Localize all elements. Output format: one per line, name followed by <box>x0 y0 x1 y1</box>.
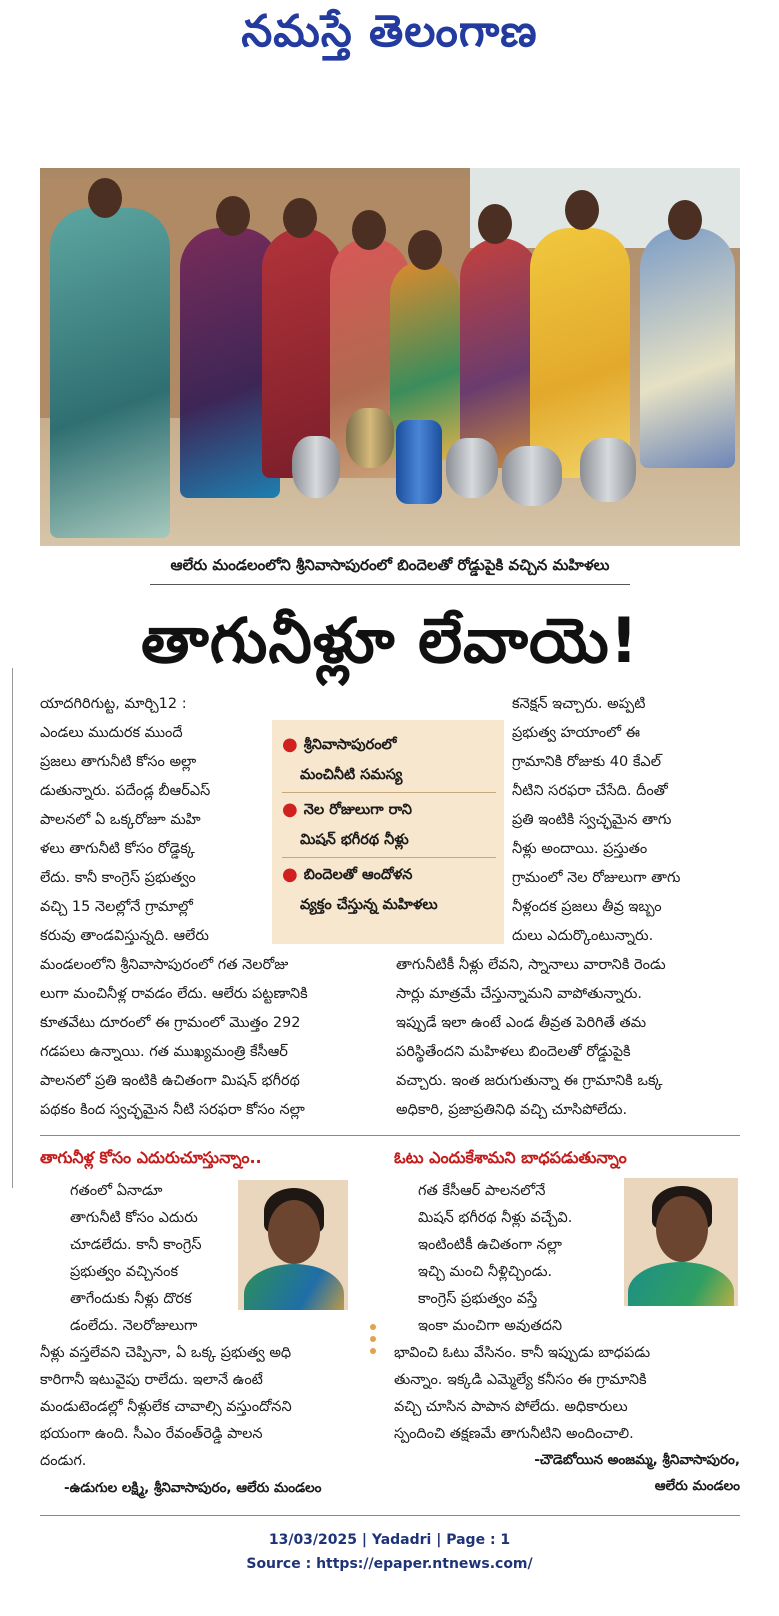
photo-woman-head <box>88 178 122 218</box>
article-line: లేదు. కానీ కాంగ్రెస్ ప్రభుత్వం <box>40 870 196 886</box>
quote-line: ఇంటింటికీ ఉచితంగా నల్లా <box>418 1237 562 1253</box>
photo-woman-head <box>408 230 442 270</box>
article-line: ళలు తాగునీటి కోసం రోడ్డెక్క <box>40 841 195 857</box>
portrait-face <box>656 1196 708 1262</box>
article-line: దులు ఎదుర్కొంటున్నారు. <box>512 928 654 944</box>
article-column-3-wide <box>396 951 740 1125</box>
quote-line: వచ్చి చూసిన పాపాన పోలేదు. అధికారులు <box>394 1399 628 1415</box>
highlight-divider <box>282 792 496 793</box>
quote-right-portrait <box>624 1178 738 1306</box>
highlights-box <box>272 720 504 944</box>
article-line: పాలనలో ఏ ఒక్కరోజూ మహి <box>40 812 201 828</box>
photo-woman <box>460 238 540 468</box>
bullet-icon: ● <box>282 864 298 885</box>
quote-right-text-wide <box>394 1340 740 1448</box>
photo-woman <box>640 228 735 468</box>
article-line: ఇప్పుడే ఇలా ఉంటే ఎండ తీవ్రత పెరిగితే తమ <box>396 1015 647 1031</box>
photo-pot <box>292 436 340 498</box>
highlight-item <box>282 860 496 920</box>
footer-date-edition: 13/03/2025 | Yadadri | Page : 1 <box>268 1532 511 1548</box>
highlight-item <box>282 795 496 855</box>
article-line: పరిస్థితేందని మహిళలు బిందెలతో రోడ్డుపైకి <box>396 1044 631 1060</box>
article-line: కనెక్షన్ ఇచ్చారు. అప్పటి <box>512 696 646 712</box>
quote-line: భావించి ఓటు వేసినం. కానీ ఇప్పుడు బాధపడు <box>394 1345 651 1361</box>
highlight-divider <box>282 857 496 858</box>
article-line: తాగునీటికీ నీళ్లు లేవని, స్నానాలు వారానికి రెండు <box>396 957 666 973</box>
article-line: వచ్చారు. ఇంత జరుగుతున్నా ఈ గ్రామానికి ఒక్క <box>396 1073 663 1089</box>
photo-caption: ఆలేరు మండలంలోని శ్రీనివాసాపురంలో బిందెలతో రోడ్డుపైకి వచ్చిన మహిళలు <box>170 556 610 574</box>
quote-line: ఇంకా మంచిగా అవుతదని <box>418 1318 563 1334</box>
article-line: నీటిని సరఫరా చేసేది. దీంతో <box>512 783 668 799</box>
bullet-icon: ● <box>282 734 298 755</box>
photo-woman-head <box>668 200 702 240</box>
quote-line: భయంగా ఉంది. సీఎం రేవంత్‌రెడ్డి పాలన <box>40 1426 263 1442</box>
photo-woman-head <box>216 196 250 236</box>
quote-left-heading: తాగునీళ్ల కోసం ఎదురుచూస్తున్నాం.. <box>40 1148 262 1167</box>
quote-line: కారిగానీ ఇటువైపు రాలేదు. ఇలానే ఉంటే <box>40 1372 263 1388</box>
quote-right-text-narrow <box>418 1178 618 1340</box>
quote-line: గతంలో ఏనాడూ <box>70 1183 163 1199</box>
footer-source-link[interactable]: Source : https://epaper.ntnews.com/ <box>246 1556 533 1572</box>
article-line: సార్లు మాత్రమే చేస్తున్నామని వాపోతున్నారు. <box>396 986 642 1002</box>
photo-woman-head <box>478 204 512 244</box>
portrait-sari <box>628 1262 734 1306</box>
photo-woman <box>50 208 170 538</box>
photo-pot <box>580 438 636 502</box>
quote-right-signature-line2: ఆలేరు మండలం <box>654 1478 740 1494</box>
article-line: గ్రామంలో నెల రోజులుగా తాగు <box>512 870 681 886</box>
quote-right-signature-line1: -చౌడెబోయిన అంజమ్మ, శ్రీనివాసాపురం, <box>534 1452 740 1468</box>
column-separator-dots <box>368 1318 378 1360</box>
quote-line: ప్రభుత్వం వచ్చినంక <box>70 1264 179 1280</box>
bullet-icon: ● <box>282 799 298 820</box>
article-line: ప్రజలు తాగునీటి కోసం అల్లా <box>40 754 197 770</box>
article-line: యాదగిరిగుట్ట, మార్చి12 : <box>40 696 187 712</box>
section-divider <box>40 1135 740 1136</box>
quote-line: స్పందించి తక్షణమే తాగునీటిని అందించాలి. <box>394 1426 634 1442</box>
quote-left-text-narrow <box>70 1178 250 1340</box>
quote-left-portrait <box>238 1180 348 1310</box>
article-line: గ్రామానికి రోజుకు 40 కేఎల్ <box>512 754 662 770</box>
photo-woman-head <box>565 190 599 230</box>
quote-right-heading: ఓటు ఎందుకేశామని బాధపడుతున్నాం <box>394 1148 627 1167</box>
masthead-logo: నమస్తే తెలంగాణ <box>241 6 538 57</box>
quote-line: మండుటెండల్లో నీళ్లులేక చావాల్సి వస్తుందోనని <box>40 1399 292 1415</box>
article-line: కూతవేటు దూరంలో ఈ గ్రామంలో మొత్తం 292 <box>40 1015 301 1031</box>
headline: తాగునీళ్లూ లేవాయె! <box>140 604 640 677</box>
photo-pot <box>396 420 442 504</box>
quote-line: చూడలేదు. కానీ కాంగ్రెస్ <box>70 1237 202 1253</box>
article-line: మండలంలోని శ్రీనివాసాపురంలో గత నెలరోజు <box>40 957 289 973</box>
footer-divider <box>40 1515 740 1516</box>
quote-line: నీళ్లు వస్తలేవని చెప్పినా, ఏ ఒక్క ప్రభుత్వ అధి <box>40 1345 292 1361</box>
article-line: ప్రభుత్వ హయాంలో ఈ <box>512 725 641 741</box>
quote-line: దండుగ. <box>40 1453 87 1469</box>
highlight-text: మంచినీటి సమస్య <box>300 767 403 783</box>
quote-line: కాంగ్రెస్ ప్రభుత్వం వస్తే <box>418 1291 538 1307</box>
photo-pot <box>502 446 562 506</box>
highlight-text: శ్రీనివాసాపురంలో <box>303 737 397 753</box>
highlight-text: బిందెలతో ఆందోళన <box>303 867 413 883</box>
article-line: నీళ్లందక ప్రజలు తీవ్ర ఇబ్బం <box>512 899 662 915</box>
article-column-3 <box>512 690 740 951</box>
article-line: ప్రతి ఇంటికి స్వచ్ఛమైన తాగు <box>512 812 672 828</box>
news-photo <box>40 168 740 546</box>
quote-line: గత కేసీఆర్ పాలనలోనే <box>418 1183 546 1199</box>
article-column-1-wide <box>40 951 386 1125</box>
article-line: పథకం కింద స్వచ్ఛమైన నీటి సరఫరా కోసం నల్లా <box>40 1102 305 1118</box>
left-margin-rule <box>12 668 13 1188</box>
highlight-text: మిషన్ భగీరథ నీళ్లు <box>300 832 409 848</box>
quote-line: తాగునీటి కోసం ఎదురు <box>70 1210 198 1226</box>
quote-line: డంలేదు. నెలరోజులుగా <box>70 1318 198 1334</box>
photo-pot <box>446 438 498 498</box>
quote-left-signature: -ఉడుగుల లక్ష్మి, శ్రీనివాసాపురం, ఆలేరు మండలం <box>64 1480 322 1496</box>
article-line: పాలనలో ప్రతి ఇంటికి ఉచితంగా మిషన్ భగీరథ <box>40 1073 300 1089</box>
quote-line: తున్నాం. ఇక్కడి ఎమ్మెల్యే కనీసం ఈ గ్రామానికి <box>394 1372 647 1388</box>
highlight-text: నెల రోజులుగా రాని <box>303 802 412 818</box>
quote-line: తాగేందుకు నీళ్లు దొరక <box>70 1291 192 1307</box>
article-line: డుతున్నారు. పదేండ్ల బీఆర్ఎస్ <box>40 783 211 799</box>
article-line: వచ్చి 15 నెలల్లోనే గ్రామాల్లో <box>40 899 193 915</box>
highlight-text: వ్యక్తం చేస్తున్న మహిళలు <box>300 897 438 913</box>
quote-line: ఇచ్చి మంచి నీళ్లిచ్చిండు. <box>418 1264 553 1280</box>
article-line: ఎండలు ముదురక ముందే <box>40 725 183 741</box>
photo-woman-head <box>352 210 386 250</box>
article-line: అధికారి, ప్రజాప్రతినిధి వచ్చి చూసిపోలేదు. <box>396 1102 628 1118</box>
quote-line: మిషన్ భగీరథ నీళ్లు వచ్చేవి. <box>418 1210 573 1226</box>
article-column-1 <box>40 690 262 951</box>
caption-divider <box>150 584 630 585</box>
article-line: లుగా మంచినీళ్ల రావడం లేదు. ఆలేరు పట్టణానికి <box>40 986 308 1002</box>
highlight-item <box>282 730 496 790</box>
portrait-face <box>268 1200 320 1264</box>
portrait-sari <box>244 1264 344 1310</box>
quote-left-text-wide <box>40 1340 366 1475</box>
article-line: గడపలు ఉన్నాయి. గత ముఖ్యమంత్రి కేసీఆర్ <box>40 1044 288 1060</box>
photo-woman-head <box>283 198 317 238</box>
article-line: నీళ్లు అందాయి. ప్రస్తుతం <box>512 841 648 857</box>
photo-pot <box>346 408 394 468</box>
article-line: కరువు తాండవిస్తున్నది. ఆలేరు <box>40 928 209 944</box>
